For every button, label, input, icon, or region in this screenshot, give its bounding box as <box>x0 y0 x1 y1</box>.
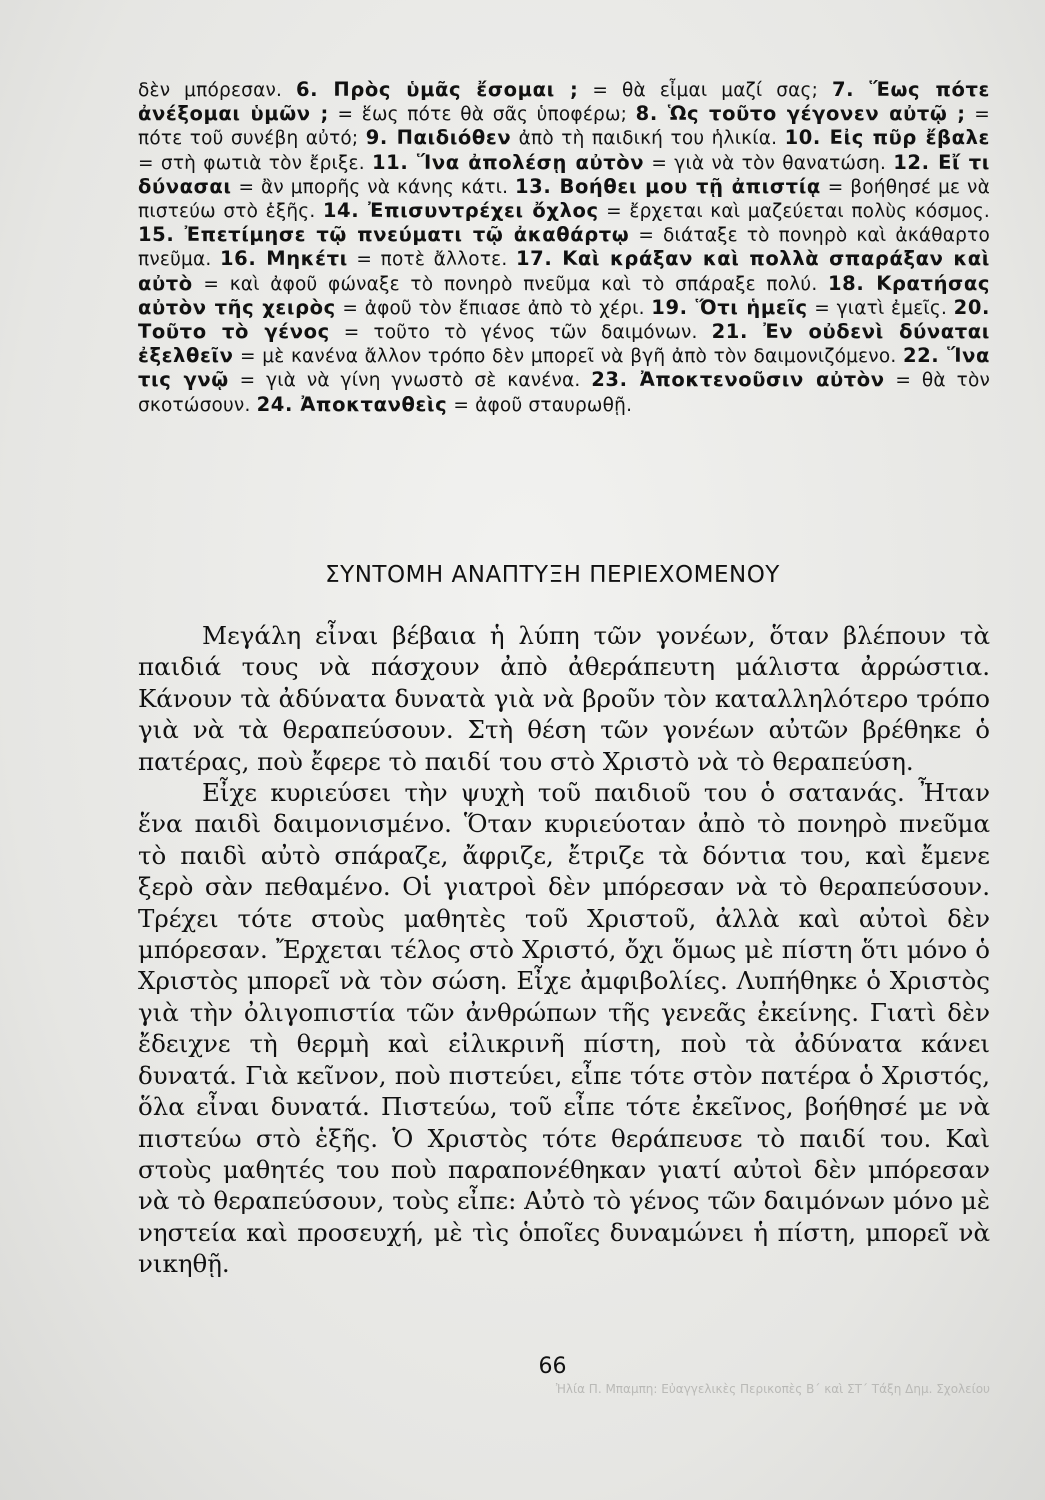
summary-text <box>138 620 990 1280</box>
note-term: 20. Τοῦτο τὸ γένος <box>138 295 991 344</box>
note-explanation: = γιὰ νὰ γίνη γνωστὸ σὲ κανένα. <box>228 370 592 392</box>
note-explanation: = ἂν μπορῆς νὰ κάνης κάτι. <box>231 176 516 198</box>
note-explanation: ἀπὸ τὴ παιδική του ἡλικία. <box>511 128 785 150</box>
note-explanation: = ἀφοῦ τὸν ἔπιασε ἀπὸ τὸ χέρι. <box>335 297 652 319</box>
note-explanation: = καὶ ἀφοῦ φώναξε τὸ πονηρὸ πνεῦμα καὶ τὸ σπάραξε πολύ. <box>192 273 829 295</box>
summary-paragraph-2: Εἶχε κυριεύσει τὴν ψυχὴ τοῦ παιδιοῦ του ὁ σατανάς. Ἦταν ἕνα παιδὶ δαιμονισμένο. Ὅταν κυριεύοταν ἀπὸ τὸ πονηρὸ πνεῦμα τὸ παιδὶ αὐτὸ σπάραζε, ἄφριζε, ἔτριζε τὰ δόντια του, καὶ ἔμενε ξερὸ σὰν πεθαμένο. Οἱ γιατροὶ δὲν μπόρεσαν νὰ τὸ θεραπεύσουν. Τρέχει τότε στοὺς μαθητὲς τοῦ Χριστοῦ, ἀλλὰ καὶ αὐτοὶ δὲν μπόρεσαν. Ἔρχεται τέλος στὸ Χριστό, ὄχι ὅμως μὲ πίστη ὅτι μόνο ὁ Χριστὸς μπορεῖ νὰ τὸν σώση. Εἶχε ἀμφιβολίες. Λυπήθηκε ὁ Χριστὸς γιὰ τὴν ὀλιγοπιστία τῶν ἀνθρώπων τῆς γενεᾶς ἐκείνης. Γιατὶ δὲν ἔδειχνε τὴ θερμὴ καὶ εἰλικρινῆ πίστη, ποὺ τὰ ἀδύνατα κάνει δυνατά. Γιὰ κεῖνον, ποὺ πιστεύει, εἶπε τότε στὸν πατέρα ὁ Χριστός, ὅλα εἶναι δυνατά. Πιστεύω, τοῦ εἶπε τότε ἐκεῖνος, βοήθησέ με νὰ πιστεύω στὸ ἑξῆς. Ὁ Χριστὸς τότε θεράπευσε τὸ παιδί του. Καὶ στοὺς μαθητές του ποὺ παραπονέθηκαν γιατί αὐτοὶ δὲν μπόρεσαν νὰ τὸ θεραπεύσουν, τοὺς εἶπε: Αὐτὸ τὸ γένος τῶν δαιμόνων μόνο μὲ νηστεία καὶ προσευχή, μὲ τὶς ὁποῖες δυναμώνει ἡ πίστη, μπορεῖ νὰ νικηθῇ. <box>138 778 990 1279</box>
note-explanation: = βοήθησέ με νὰ πιστεύω στὸ ἑξῆς. <box>138 176 990 223</box>
note-explanation: δὲν μπόρεσαν. <box>138 80 297 101</box>
note-explanation: = θὰ εἶμαι μαζί σας; <box>578 80 832 101</box>
note-term: 16. Μηκέτι <box>219 247 348 271</box>
word-notes <box>138 78 990 417</box>
note-explanation: = στὴ φωτιὰ τὸν ἔριξε. <box>138 152 373 174</box>
note-term: 17. Καὶ κράξαν καὶ πολλὰ σπαράξαν καὶ αὐτὸ <box>138 247 991 295</box>
note-term: 18. Κρατήσας αὐτὸν τῆς χειρὸς <box>138 271 990 319</box>
note-term: 6. Πρὸς ὑμᾶς ἔσομαι ; <box>296 78 579 101</box>
note-term: 14. Ἐπισυντρέχει ὄχλος <box>322 199 599 223</box>
note-term: 7. Ἕως πότε ἀνέξομαι ὑμῶν ; <box>138 78 990 126</box>
note-explanation: = γιὰ νὰ τὸν θανατώση. <box>644 152 894 174</box>
note-explanation: = πότε τοῦ συνέβη αὐτό; <box>138 104 990 150</box>
note-term: 13. Βοήθει μου τῇ ἀπιστίᾳ <box>515 174 821 198</box>
bleed-through-footer: Ἠλία Π. Μπαμπη: Εὐαγγελικὲς Περικοπὲς Β΄ καὶ ΣΤ΄ Τάξη Δημ. Σχολείου <box>555 1382 990 1396</box>
note-explanation: = ἔρχεται καὶ μαζεύεται πολὺς κόσμος. <box>598 201 990 223</box>
note-explanation: = ἕως πότε θὰ σᾶς ὑποφέρω; <box>328 104 636 126</box>
note-term: 10. Εἰς πῦρ ἔβαλε <box>784 126 991 150</box>
note-term: 22. Ἵνα τις γνῷ <box>138 344 990 392</box>
note-term: 12. Εἴ τι δύνασαι <box>138 150 991 198</box>
note-explanation: = γιατὶ ἐμεῖς. <box>807 297 954 319</box>
summary-paragraph-1: Μεγάλη εἶναι βέβαια ἡ λύπη τῶν γονέων, ὅταν βλέπουν τὰ παιδιά τους νὰ πάσχουν ἀπὸ ἀθεράπευτη μάλιστα ἀρρώστια. Κάνουν τὰ ἀδύνατα δυνατὰ γιὰ νὰ βροῦν τὸν καταλληλότερο τρόπο γιὰ νὰ τὰ θεραπεύσουν. Στὴ θέση τῶν γονέων αὐτῶν βρέθηκε ὁ πατέρας, ποὺ ἔφερε τὸ παιδί του στὸ Χριστὸ νὰ τὸ θεραπεύση. <box>138 621 990 776</box>
note-term: 9. Παιδιόθεν <box>365 126 512 150</box>
note-term: 23. Ἀποκτενοῦσιν αὐτὸν <box>591 368 885 392</box>
note-term: 15. Ἐπετίμησε τῷ πνεύματι τῷ ἀκαθάρτῳ <box>138 223 630 247</box>
note-term: 11. Ἵνα ἀπολέσῃ αὐτὸν <box>372 150 645 174</box>
section-heading: ΣΥΝΤΟΜΗ ΑΝΑΠΤΥΞΗ ΠΕΡΙΕΧΟΜΕΝΟΥ <box>325 562 780 588</box>
note-term: 21. Ἐν οὐδενὶ δύναται ἐξελθεῖν <box>138 320 991 368</box>
note-explanation: = διάταξε τὸ πονηρὸ καὶ ἀκάθαρτο πνεῦμα. <box>138 225 990 271</box>
note-term: 24. Ἀποκτανθεὶς <box>256 392 448 416</box>
note-explanation: = θὰ τὸν σκοτώσουν. <box>138 370 990 416</box>
page-number: 66 <box>538 1354 567 1379</box>
note-explanation: = ποτὲ ἄλλοτε. <box>347 249 516 271</box>
note-explanation: = μὲ κανένα ἄλλον τρόπο δὲν μπορεῖ νὰ βγῆ ἀπὸ τὸν δαιμονιζόμενο. <box>233 346 903 368</box>
note-term: 19. Ὅτι ἡμεῖς <box>651 295 808 319</box>
note-explanation: = ἀφοῦ σταυρωθῇ. <box>447 394 633 416</box>
note-term: 8. Ὡς τοῦτο γέγονεν αὐτῷ ; <box>635 102 966 126</box>
note-explanation: = τοῦτο τὸ γένος τῶν δαιμόνων. <box>329 322 712 344</box>
